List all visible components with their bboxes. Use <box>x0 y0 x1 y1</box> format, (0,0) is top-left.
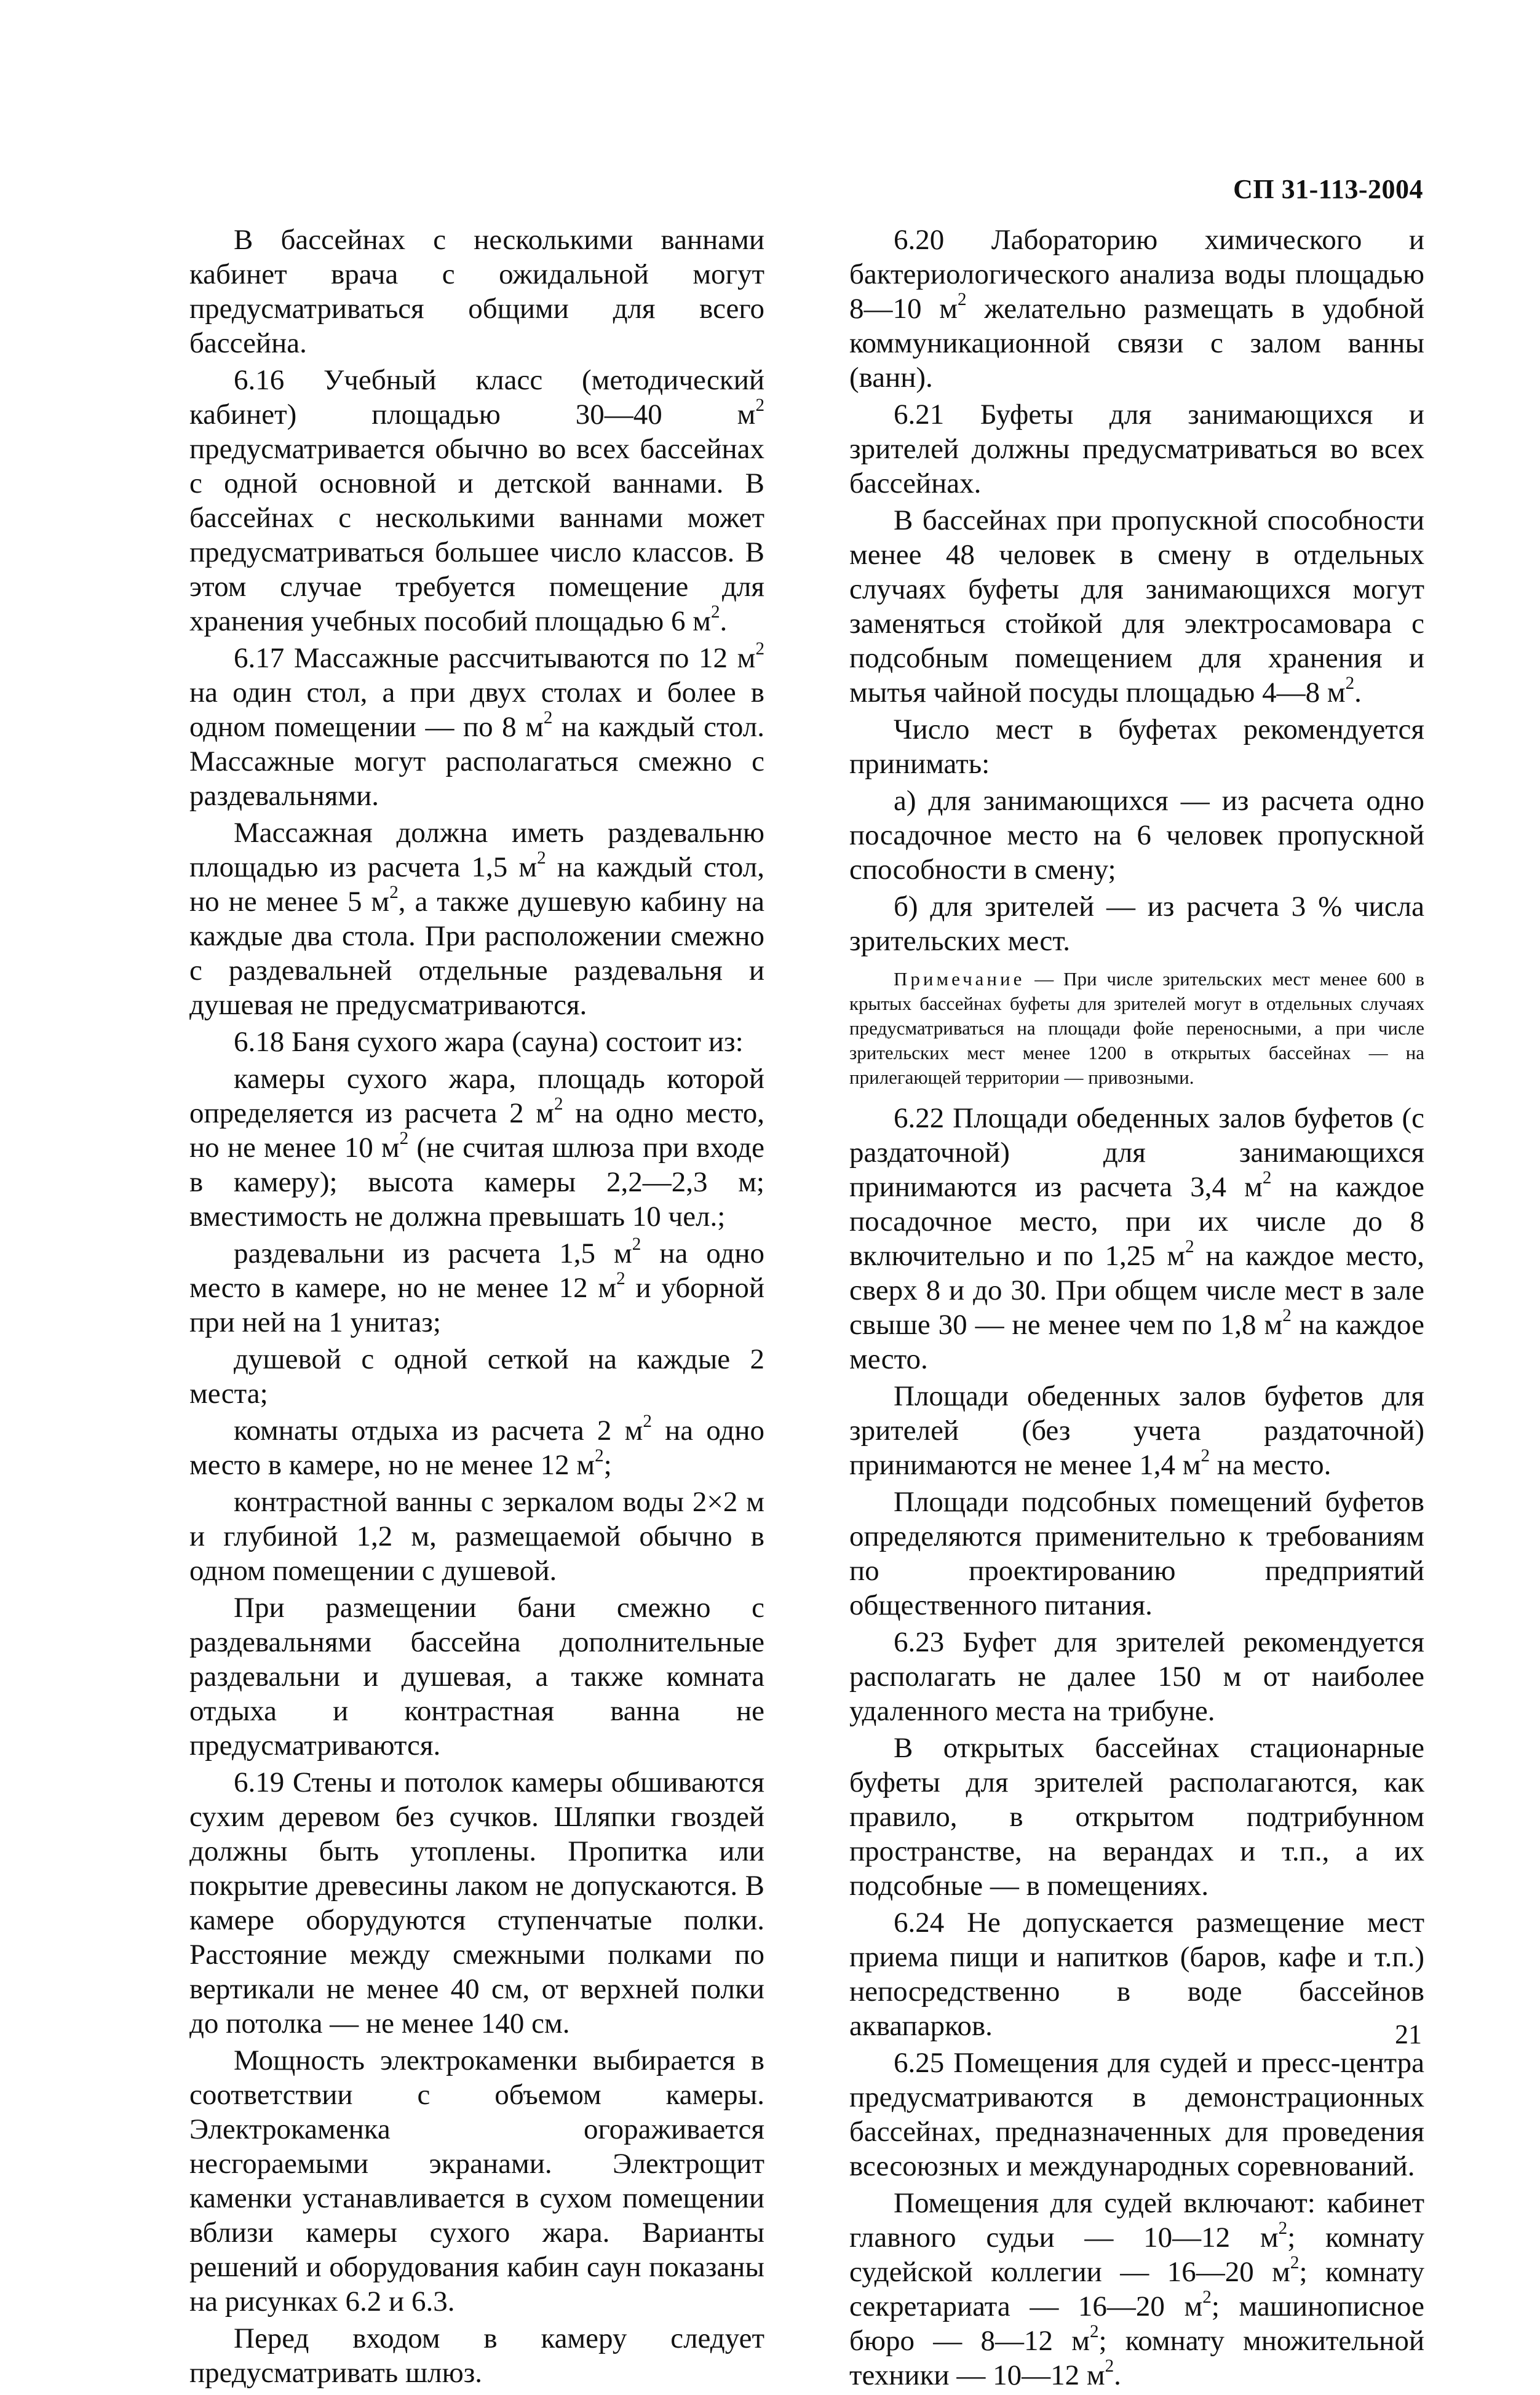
paragraph: Площади обеденных залов буфетов для зрителей (без учета раздаточной) принимаются не менее 1,4 $м^2$ на место. <box>849 1380 1424 1481</box>
list-item: контрастной ванны с зеркалом воды 2×2 м и глубиной 1,2 м, размещаемой обычно в одном помещении с душевой. <box>189 1486 764 1587</box>
paragraph: Перед входом в камеру следует предусматривать шлюз. <box>189 2322 764 2389</box>
note: Примечание — При числе зрительских мест менее 600 в крытых бассейнах буфеты для зрителей могут в отдельных случаях предусматриваться на площади фойе переносными, а при числе зрительских мест менее 1200 в открытых бассейнах — на прилегающей территории — привозными. <box>849 968 1424 1088</box>
paragraph-6-24: 6.24 Не допускается размещение мест приема пищи и напитков (баров, кафе и т.п.) непосредственно в воде бассейнов аквапарков. <box>849 1907 1424 2042</box>
paragraph-6-18: 6.18 Баня сухого жара (сауна) состоит из: <box>234 1026 744 1058</box>
left-column <box>189 223 764 2393</box>
paragraph-6-23: 6.23 Буфет для зрителей рекомендуется располагать не далее 150 м от наиболее удаленного места на трибуне. <box>849 1626 1424 1727</box>
page-number: 21 <box>1395 2019 1422 2049</box>
paragraph: Мощность электрокаменки выбирается в соответствии с объемом камеры. Электрокаменка огораживается несгораемыми экранами. Электрощит каменки устанавливается в сухом помещении вблизи камеры сухого жара. Варианты решений и оборудования кабин саун показаны на рисунках 6.2 и 6.3. <box>189 2044 764 2318</box>
list-item: душевой с одной сеткой на каждые 2 места; <box>189 1343 764 1410</box>
paragraph-6-22: 6.22 Площади обеденных залов буфетов (с раздаточной) для занимающихся принимаются из расчета 3,4 $м^2$ на каждое посадочное место, при их числе до 8 включительно и по 1,25 $м^2$ на каждое место, сверх 8 и до 30. При общем числе мест в зале свыше 30 — не менее чем по 1,8 $м^2$ на каждое место. <box>849 1102 1424 1375</box>
list-item: раздевальни из расчета 1,5 $м^2$ на одно место в камере, но не менее 12 $м^2$ и уборной при ней на 1 унитаз; <box>189 1234 765 1338</box>
paragraph-6-19: 6.19 Стены и потолок камеры обшиваются сухим деревом без сучков. Шляпки гвоздей должны быть утоплены. Пропитка или покрытие древесины лаком не допускаются. В камере оборудуются ступенчатые полки. Расстояние между смежными полками по вертикали не менее 40 см, от верхней полки до потолка — не менее 140 см. <box>189 1766 764 2040</box>
paragraph: Помещения для судей включают: кабинет главного судьи — 10—12 $м^2$; комнату судейской коллегии — 16—20 $м^2$; комнату секретариата — 16—20 $м^2$; машинописное бюро — 8—12 $м^2$; комнату множительной техники — 10—12 $м^2$. <box>849 2187 1424 2391</box>
paragraph: В бассейнах при пропускной способности менее 48 человек в смену в отдельных случаях буфеты для занимающихся могут заменяться стойкой для электросамовара с подсобным помещением для хранения и мытья чайной посуды площадью 4—8 $м^2$. <box>849 504 1424 709</box>
document-code: СП 31-113-2004 <box>1233 174 1423 204</box>
paragraph-6-25: 6.25 Помещения для судей и пресс-центра предусматриваются в демонстрационных бассейнах, предназначенных для проведения всесоюзных и международных соревнований. <box>849 2047 1424 2182</box>
list-item: камеры сухого жара, площадь которой определяется из расчета 2 $м^2$ на одно место, но не менее 10 $м^2$ (не считая шлюза при входе в камеру); высота камеры 2,2—2,3 м; вместимость не должна превышать 10 чел.; <box>189 1063 764 1233</box>
paragraph-6-20: 6.20 Лабораторию химического и бактериологического анализа воды площадью 8—10 $м^2$ желательно размещать в удобной коммуникационной связи с залом ванны (ванн). <box>849 224 1424 394</box>
paragraph-6-17: 6.17 Массажные рассчитываются по 12 $м^2$ на один стол, а при двух столах и более в одном помещении — по 8 $м^2$ на каждый стол. Массажные могут располагаться смежно с раздевальнями. <box>189 639 764 812</box>
paragraph: В бассейнах с несколькими ваннами кабинет врача с ожидальной могут предусматриваться общими для всего бассейна. <box>189 224 764 359</box>
paragraph: Массажная должна иметь раздевальню площадью из расчета 1,5 $м^2$ на каждый стол, но не менее 5 $м^2$, а также душевую кабину на каждые два стола. При расположении смежно с раздевальней отдельные раздевальня и душевая не предусматриваются. <box>189 817 765 1021</box>
paragraph-6-16: 6.16 Учебный класс (методический кабинет) площадью 30—40 $м^2$ предусматривается обычно во всех бассейнах с одной основной и детской ваннами. В бассейнах с несколькими ваннами может предусматриваться большее число классов. В этом случае требуется помещение для хранения учебных пособий площадью 6 $м^2$. <box>189 364 764 637</box>
paragraph: Число мест в буфетах рекомендуется принимать: <box>849 713 1424 780</box>
list-item: а) для занимающихся — из расчета одно посадочное место на 6 человек пропускной способности в смену; <box>849 785 1424 886</box>
paragraph-6-21: 6.21 Буфеты для занимающихся и зрителей должны предусматриваться во всех бассейнах. <box>849 399 1424 499</box>
paragraph: При размещении бани смежно с раздевальнями бассейна дополнительные раздевальни и душевая, а также комната отдыха и контрастная ванна не предусматриваются. <box>189 1592 764 1761</box>
list-item: комнаты отдыха из расчета 2 $м^2$ на одно место в камере, но не менее 12 $м^2$; <box>189 1412 764 1481</box>
list-item: б) для зрителей — из расчета 3 % числа зрительских мест. <box>849 891 1424 957</box>
paragraph: В открытых бассейнах стационарные буфеты для зрителей располагаются, как правило, в открытом подтрибунном пространстве, на верандах и т.п., а их подсобные — в помещениях. <box>849 1732 1424 1902</box>
right-column <box>849 223 1424 2395</box>
paragraph: Площади подсобных помещений буфетов определяются применительно к требованиям по проектированию предприятий общественного питания. <box>849 1486 1424 1621</box>
note-label: Примечание <box>894 968 1025 990</box>
